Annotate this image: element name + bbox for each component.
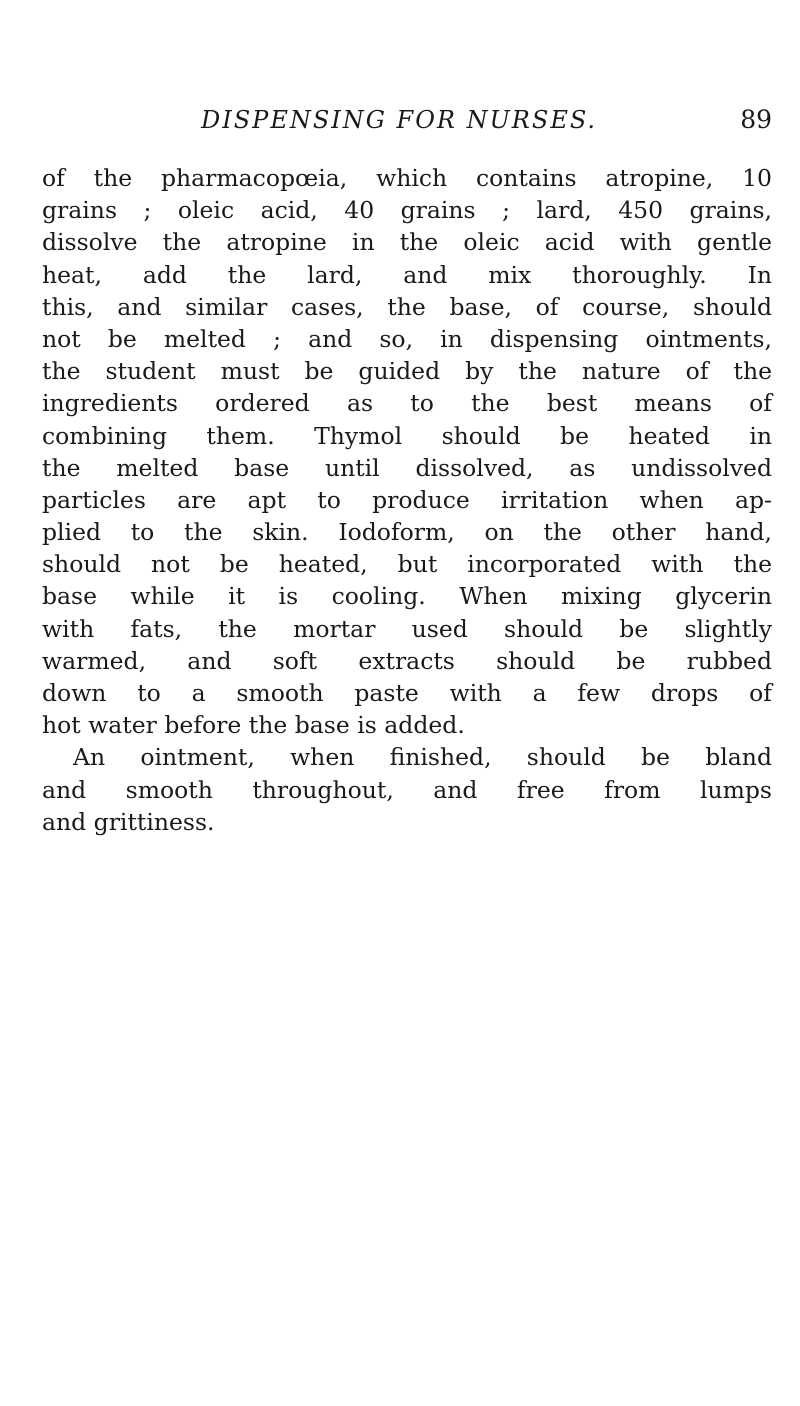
text-line: hot water before the base is added. <box>42 711 465 740</box>
body-text <box>42 162 772 838</box>
text-line: base while it is cooling. When mixing glycerin <box>42 582 772 611</box>
text-line: down to a smooth paste with a few drops of <box>42 679 772 707</box>
text-line: the melted base until dissolved, as undissolved <box>42 453 772 482</box>
text-line: plied to the skin. Iodoform, on the other hand, <box>42 518 772 547</box>
text-line: of the pharmacopœia, which contains atropine, 10 <box>42 164 772 192</box>
text-line: with fats, the mortar used should be slightly <box>42 614 772 643</box>
page-number: 89 <box>740 105 772 134</box>
text-line: combining them. Thymol should be heated in <box>42 421 772 450</box>
paragraph <box>42 741 772 838</box>
paragraph <box>42 162 772 741</box>
text-line: and grittiness. <box>42 807 215 836</box>
text-line: ingredients ordered as to the best means of <box>42 389 772 418</box>
text-line: warmed, and soft extracts should be rubbed <box>42 646 772 675</box>
text-line: heat, add the lard, and mix thoroughly. In <box>42 260 772 289</box>
text-line: An ointment, when finished, should be bland <box>73 743 772 772</box>
text-line: and smooth throughout, and free from lumps <box>42 775 772 804</box>
text-line: not be melted ; and so, in dispensing ointments, <box>42 324 772 353</box>
text-line: dissolve the atropine in the oleic acid with gentle <box>42 228 772 257</box>
running-head <box>42 100 772 140</box>
text-line: particles are apt to produce irritation when ap- <box>42 485 772 514</box>
running-title: DISPENSING FOR NURSES. <box>201 106 598 134</box>
text-line: should not be heated, but incorporated with the <box>42 550 772 579</box>
text-line: this, and similar cases, the base, of course, should <box>42 292 772 321</box>
text-line: grains ; oleic acid, 40 grains ; lard, 450 grains, <box>42 196 772 225</box>
text-line: the student must be guided by the nature of the <box>42 357 772 386</box>
